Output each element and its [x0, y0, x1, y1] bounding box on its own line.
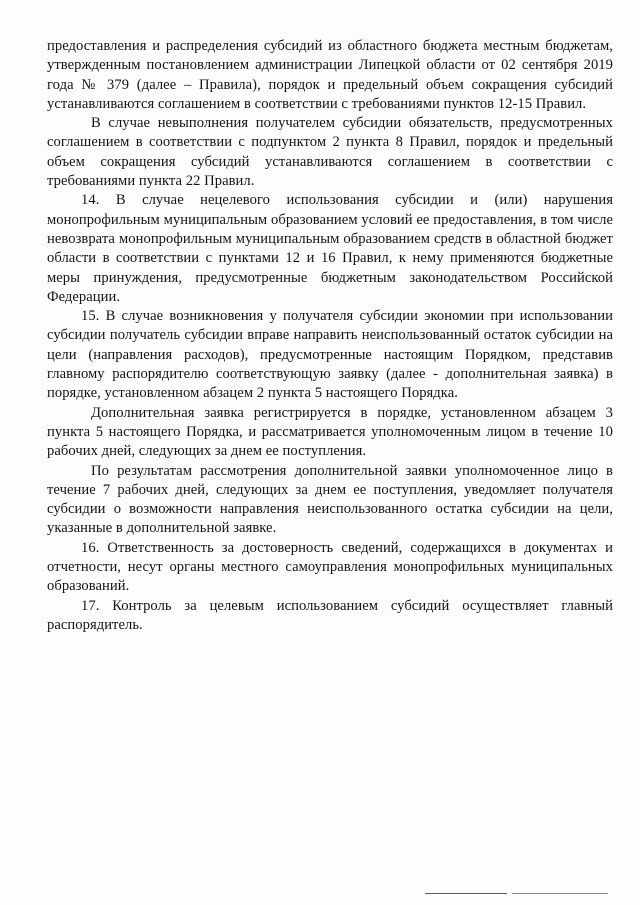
paragraph-16: 16. Ответственность за достоверность сведений, содержащихся в документах и отчетности, несут органы местного самоуправления монопрофильных муниципальных образований. [47, 539, 613, 595]
paragraph-17: 17. Контроль за целевым использованием субсидий осуществляет главный распорядитель. [47, 597, 613, 633]
paragraph-review-results: По результатам рассмотрения дополнительной заявки уполномоченное лицо в течение 7 рабочих дней, следующих за днем ее поступления, уведомляет получателя субсидии о возможности направления неиспользованного остатка субсидии на цели, указанные в дополнительной заявке. [47, 462, 613, 537]
footer-rule-right [512, 893, 608, 894]
paragraph-nonfulfillment: В случае невыполнения получателем субсидии обязательств, предусмотренных соглашением в соответствии с подпунктом 2 пункта 8 Правил, порядок и предельный объем сокращения субсидий устанавливаются соглашением в соответствии с требованиями пункта 22 Правил. [47, 115, 613, 190]
footer-rule-left [425, 893, 507, 894]
paragraph-additional-application: Дополнительная заявка регистрируется в порядке, установленном абзацем 3 пункта 5 настоящего Порядка, и рассматривается уполномоченным лицом в течение 10 рабочих дней, следующих за днем ее поступления. [47, 404, 613, 460]
paragraph-14: 14. В случае нецелевого использования субсидии и (или) нарушения монопрофильным муниципальным образованием условий ее предоставления, в том числе невозврата монопрофильным муниципальным образованием средств в областной бюджет области в соответствии с пунктами 12 и 16 Правил, к нему применяются бюджетные меры принуждения, предусмотренные бюджетным законодательством Российской Федерации. [47, 192, 613, 305]
document-body [47, 37, 613, 635]
paragraph-15: 15. В случае возникновения у получателя субсидии экономии при использовании субсидии получатель субсидии вправе направить неиспользованный остаток субсидии на цели (направления расходов), предусмотренные настоящим Порядком, представив главному распорядителю соответствующую заявку (далее - дополнительная заявка) в порядке, установленном абзацем 2 пункта 5 настоящего Порядка. [47, 308, 613, 402]
paragraph-rules-continuation: предоставления и распределения субсидий из областного бюджета местным бюджетам, утвержденным постановлением администрации Липецкой области от 02 сентября 2019 года № 379 (далее – Правила), порядок и предельный объем сокращения субсидий устанавливаются соглашением в соответствии с требованиями пунктов 12-15 Правил. [47, 38, 613, 112]
